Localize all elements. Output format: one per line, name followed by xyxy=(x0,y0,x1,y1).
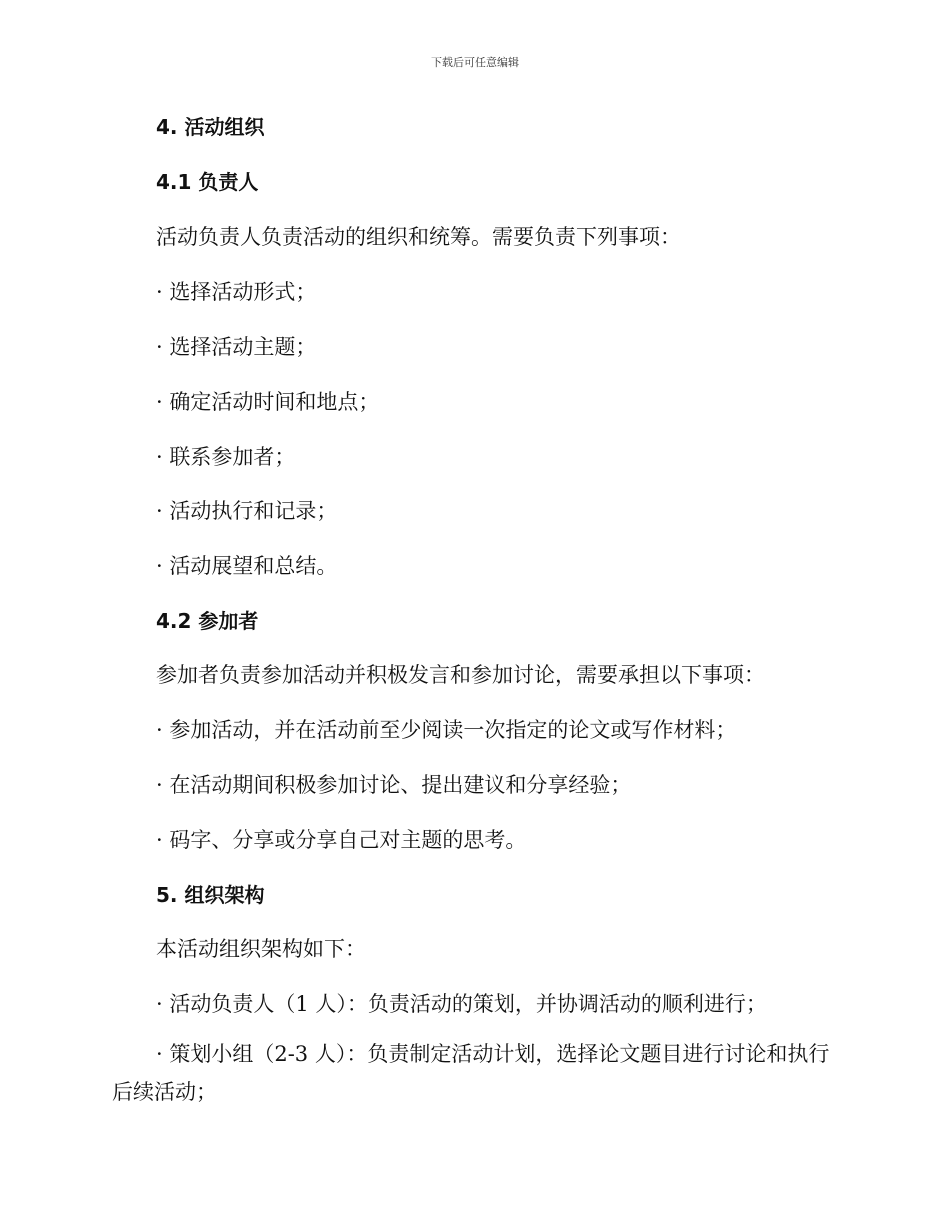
section-4-1-intro: 活动负责人负责活动的组织和统筹。需要负责下列事项： xyxy=(156,225,681,249)
list-item-wrapped: · 策划小组（2-3 人）：负责制定活动计划，选择论文题目进行讨论和执行后续活动； xyxy=(112,1042,830,1104)
list-item: · 确定活动时间和地点； xyxy=(156,390,380,414)
list-item: · 联系参加者； xyxy=(156,445,296,469)
list-item: · 在活动期间积极参加讨论、提出建议和分享经验； xyxy=(156,773,632,797)
section-5-intro: 本活动组织架构如下： xyxy=(156,937,366,961)
page-header-note: 下载后可任意编辑 xyxy=(431,56,519,69)
list-item: · 码字、分享或分享自己对主题的思考。 xyxy=(156,828,527,852)
list-item: · 选择活动主题； xyxy=(156,335,317,359)
list-item: · 活动负责人（1 人）：负责活动的策划，并协调活动的顺利进行； xyxy=(156,992,767,1016)
list-item: · 参加活动，并在活动前至少阅读一次指定的论文或写作材料； xyxy=(156,718,737,742)
section-5-heading: 5. 组织架构 xyxy=(156,883,265,907)
section-4-heading: 4. 活动组织 xyxy=(156,115,265,139)
list-item: · 活动展望和总结。 xyxy=(156,554,338,578)
list-item: · 活动执行和记录； xyxy=(156,499,338,523)
section-4-2-intro: 参加者负责参加活动并积极发言和参加讨论，需要承担以下事项： xyxy=(156,663,765,687)
section-4-1-heading: 4.1 负责人 xyxy=(156,170,259,194)
section-4-2-heading: 4.2 参加者 xyxy=(156,609,259,633)
list-item: · 选择活动形式； xyxy=(156,280,317,304)
